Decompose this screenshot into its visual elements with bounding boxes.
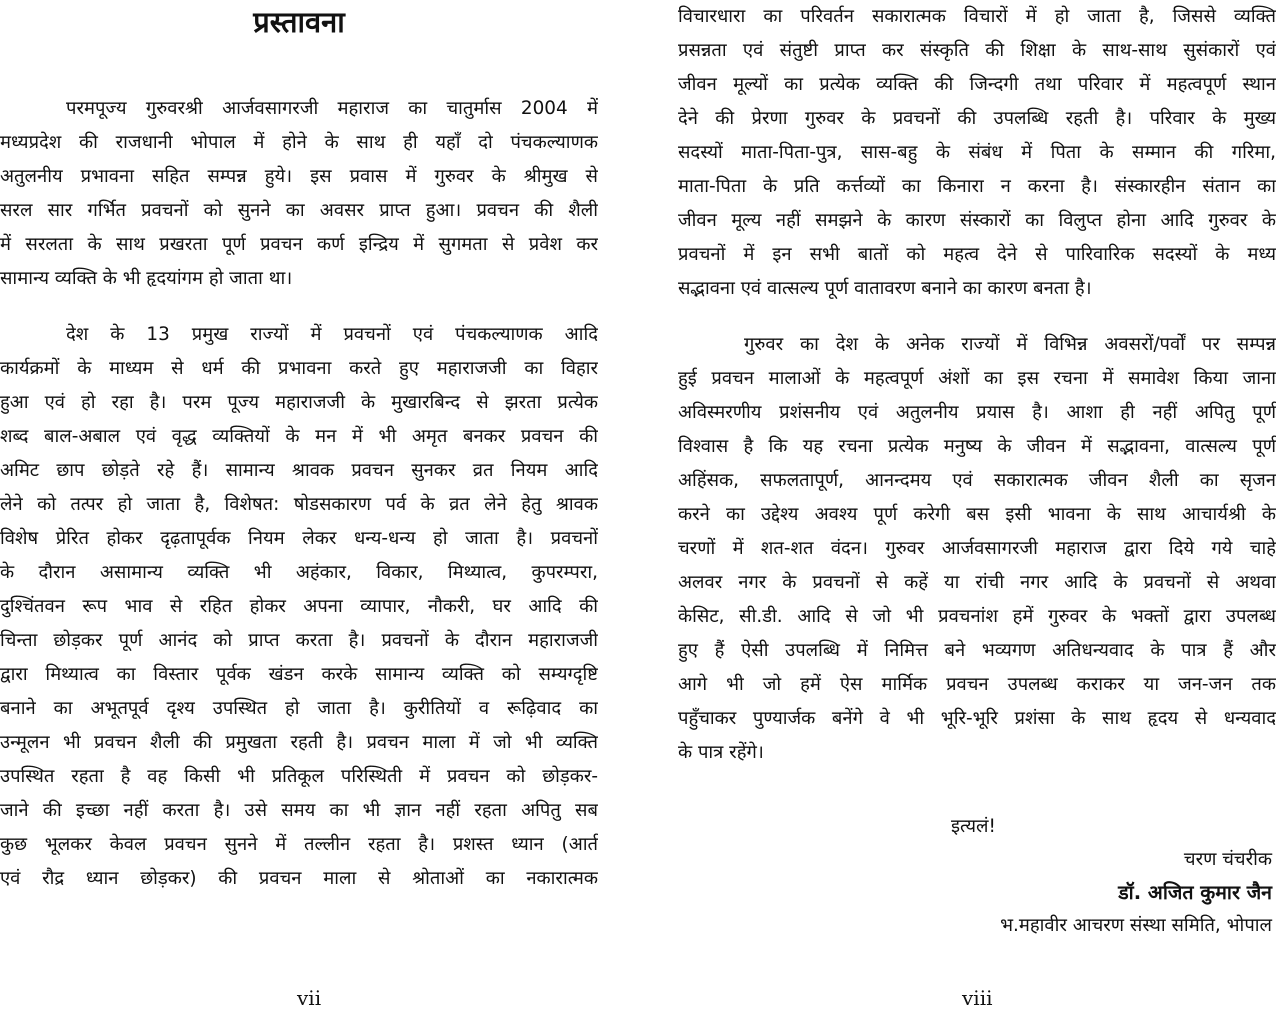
left-line-11: अमिट छाप छोड़ते रहे हैं। सामान्य श्रावक प्रवचन सुनकर व्रत नियम आदि — [0, 460, 598, 481]
left-line-7: देश के 13 प्रमुख राज्यों में प्रवचनों एवं पंचकल्याणक आदि — [66, 324, 598, 345]
right-line-13: विश्वास है कि यह रचना प्रत्येक मनुष्य के जीवन में सद्भावना, वात्सल्य पूर्ण — [678, 436, 1276, 457]
right-line-10: गुरुवर का देश के अनेक राज्यों में विभिन्न अवसरों/पर्वों पर सम्पन्न — [744, 334, 1276, 355]
left-line-1: परमपूज्य गुरुवरश्री आर्जवसागरजी महाराज का चातुर्मास 2004 में — [66, 98, 598, 119]
right-line-18: केसिट, सी.डी. आदि से जो भी प्रवचनांश हमें गुरुवर के भक्तों द्वारा उपलब्ध — [678, 606, 1276, 627]
right-line-2: प्रसन्नता एवं संतुष्टी प्राप्त कर संस्कृति की शिक्षा के साथ-साथ सुसंकारों एवं — [678, 40, 1276, 61]
left-line-22: कुछ भूलकर केवल प्रवचन सुनने में तल्लीन रहता है। प्रशस्त ध्यान (आर्त — [0, 834, 598, 855]
left-line-4: सरल सार गर्भित प्रवचनों को सुनने का अवसर प्राप्त हुआ। प्रवचन की शैली — [0, 200, 598, 221]
closing-remark: इत्यलं! — [951, 816, 996, 837]
page-number-left: vii — [297, 986, 322, 1010]
right-line-15: करने का उद्देश्य अवश्य पूर्ण करेगी बस इसी भावना के साथ आचार्यश्री के — [678, 504, 1276, 525]
page-title: प्रस्तावना — [253, 5, 345, 39]
right-line-3: जीवन मूल्यों का प्रत्येक व्यक्ति की जिन्दगी तथा परिवार में महत्वपूर्ण स्थान — [678, 74, 1276, 95]
signature-role: चरण चंचरीक — [1183, 849, 1272, 870]
right-line-22: के पात्र रहेंगे। — [678, 742, 764, 763]
right-line-5: सदस्यों माता-पिता-पुत्र, सास-बहु के संबंध में पिता के सम्मान की गरिमा, — [678, 142, 1276, 163]
left-line-12: लेने को तत्पर हो जाता है, विशेषत: षोडसकारण पर्व के व्रत लेने हेतु श्रावक — [0, 494, 598, 515]
right-line-20: आगे भी जो हमें ऐस मार्मिक प्रवचन उपलब्ध कराकर या जन-जन तक — [678, 674, 1276, 695]
left-line-3: अतुलनीय प्रभावना सहित सम्पन्न हुये। इस प्रवास में गुरुवर के श्रीमुख से — [0, 166, 598, 187]
right-line-9: सद्भावना एवं वात्सल्य पूर्ण वातावरण बनाने का कारण बनता है। — [678, 278, 1092, 299]
signature-organization: भ.महावीर आचरण संस्था समिति, भोपाल — [1000, 915, 1272, 936]
left-line-10: शब्द बाल-अबाल एवं वृद्ध व्यक्तियों के मन में भी अमृत बनकर प्रवचन की — [0, 426, 598, 447]
right-line-14: अहिंसक, सफलतापूर्ण, आनन्दमय एवं सकारात्मक जीवन शैली का सृजन — [678, 470, 1276, 491]
page-number-right: viii — [962, 986, 993, 1010]
left-line-23: एवं रौद्र ध्यान छोड़कर) की प्रवचन माला से श्रोताओं का नकारात्मक — [0, 868, 598, 889]
right-line-1: विचारधारा का परिवर्तन सकारात्मक विचारों में हो जाता है, जिससे व्यक्ति — [678, 6, 1276, 27]
right-line-17: अलवर नगर के प्रवचनों से कहें या रांची नगर आदि के प्रवचनों से अथवा — [678, 572, 1276, 593]
right-line-11: हुई प्रवचन मालाओं के महत्वपूर्ण अंशों का इस रचना में समावेश किया जाना — [678, 368, 1276, 389]
left-line-2: मध्यप्रदेश की राजधानी भोपाल में होने के साथ ही यहाँ दो पंचकल्याणक — [0, 132, 598, 153]
left-line-15: दुश्चिंतवन रूप भाव से रहित होकर अपना व्यापार, नौकरी, घर आदि की — [0, 596, 598, 617]
right-line-19: हुए हैं ऐसी उपलब्धि में निमित्त बने भव्यगण अतिधन्यवाद के पात्र हैं और — [678, 640, 1276, 661]
right-line-12: अविस्मरणीय प्रशंसनीय एवं अतुलनीय प्रयास है। आशा ही नहीं अपितु पूर्ण — [678, 402, 1276, 423]
right-line-8: प्रवचनों में इन सभी बातों को महत्व देने से पारिवारिक सदस्यों के मध्य — [678, 244, 1276, 265]
left-line-5: में सरलता के साथ प्रखरता पूर्ण प्रवचन कर्ण इन्द्रिय में सुगमता से प्रवेश कर — [0, 234, 598, 255]
right-line-4: देने की प्रेरणा गुरुवर के प्रवचनों की उपलब्धि रहती है। परिवार के मुख्य — [678, 108, 1276, 129]
left-line-14: के दौरान असामान्य व्यक्ति भी अहंकार, विकार, मिथ्यात्व, कुपरम्परा, — [0, 562, 598, 583]
left-line-20: उपस्थित रहता है वह किसी भी प्रतिकूल परिस्थिती में प्रवचन को छोड़कर- — [0, 766, 598, 787]
left-line-6: सामान्य व्यक्ति के भी हृदयांगम हो जाता था। — [0, 268, 293, 289]
left-line-16: चिन्ता छोड़कर पूर्ण आनंद को प्राप्त करता है। प्रवचनों के दौरान महाराजजी — [0, 630, 598, 651]
right-line-21: पहुँचाकर पुण्यार्जक बनेंगे वे भी भूरि-भूरि प्रशंसा के साथ हृदय से धन्यवाद — [678, 708, 1276, 729]
left-line-19: उन्मूलन भी प्रवचन शैली की प्रमुखता रहती है। प्रवचन माला में जो भी व्यक्ति — [0, 732, 598, 753]
signature-name: डॉ. अजित कुमार जैन — [1118, 881, 1272, 904]
left-line-13: विशेष प्रेरित होकर दृढ़तापूर्वक नियम लेकर धन्य-धन्य हो जाता है। प्रवचनों — [0, 528, 598, 549]
right-line-7: जीवन मूल्य नहीं समझने के कारण संस्कारों का विलुप्त होना आदि गुरुवर के — [678, 210, 1276, 231]
left-line-8: कार्यक्रमों के माध्यम से धर्म की प्रभावना करते हुए महाराजजी का विहार — [0, 358, 598, 379]
left-line-17: द्वारा मिथ्यात्व का विस्तार पूर्वक खंडन करके सामान्य व्यक्ति को सम्यग्दृष्टि — [0, 664, 598, 685]
right-line-16: चरणों में शत-शत वंदन। गुरुवर आर्जवसागरजी महाराज द्वारा दिये गये चाहे — [678, 538, 1276, 559]
left-line-18: बनाने का अभूतपूर्व दृश्य उपस्थित हो जाता है। कुरीतियों व रूढ़िवाद का — [0, 698, 598, 719]
right-line-6: माता-पिता के प्रति कर्त्तव्यों का किनारा न करना है। संस्कारहीन संतान का — [678, 176, 1276, 197]
left-line-9: हुआ एवं हो रहा है। परम पूज्य महाराजजी के मुखारबिन्द से झरता प्रत्येक — [0, 392, 598, 413]
left-line-21: जाने की इच्छा नहीं करता है। उसे समय का भी ज्ञान नहीं रहता अपितु सब — [0, 800, 598, 821]
